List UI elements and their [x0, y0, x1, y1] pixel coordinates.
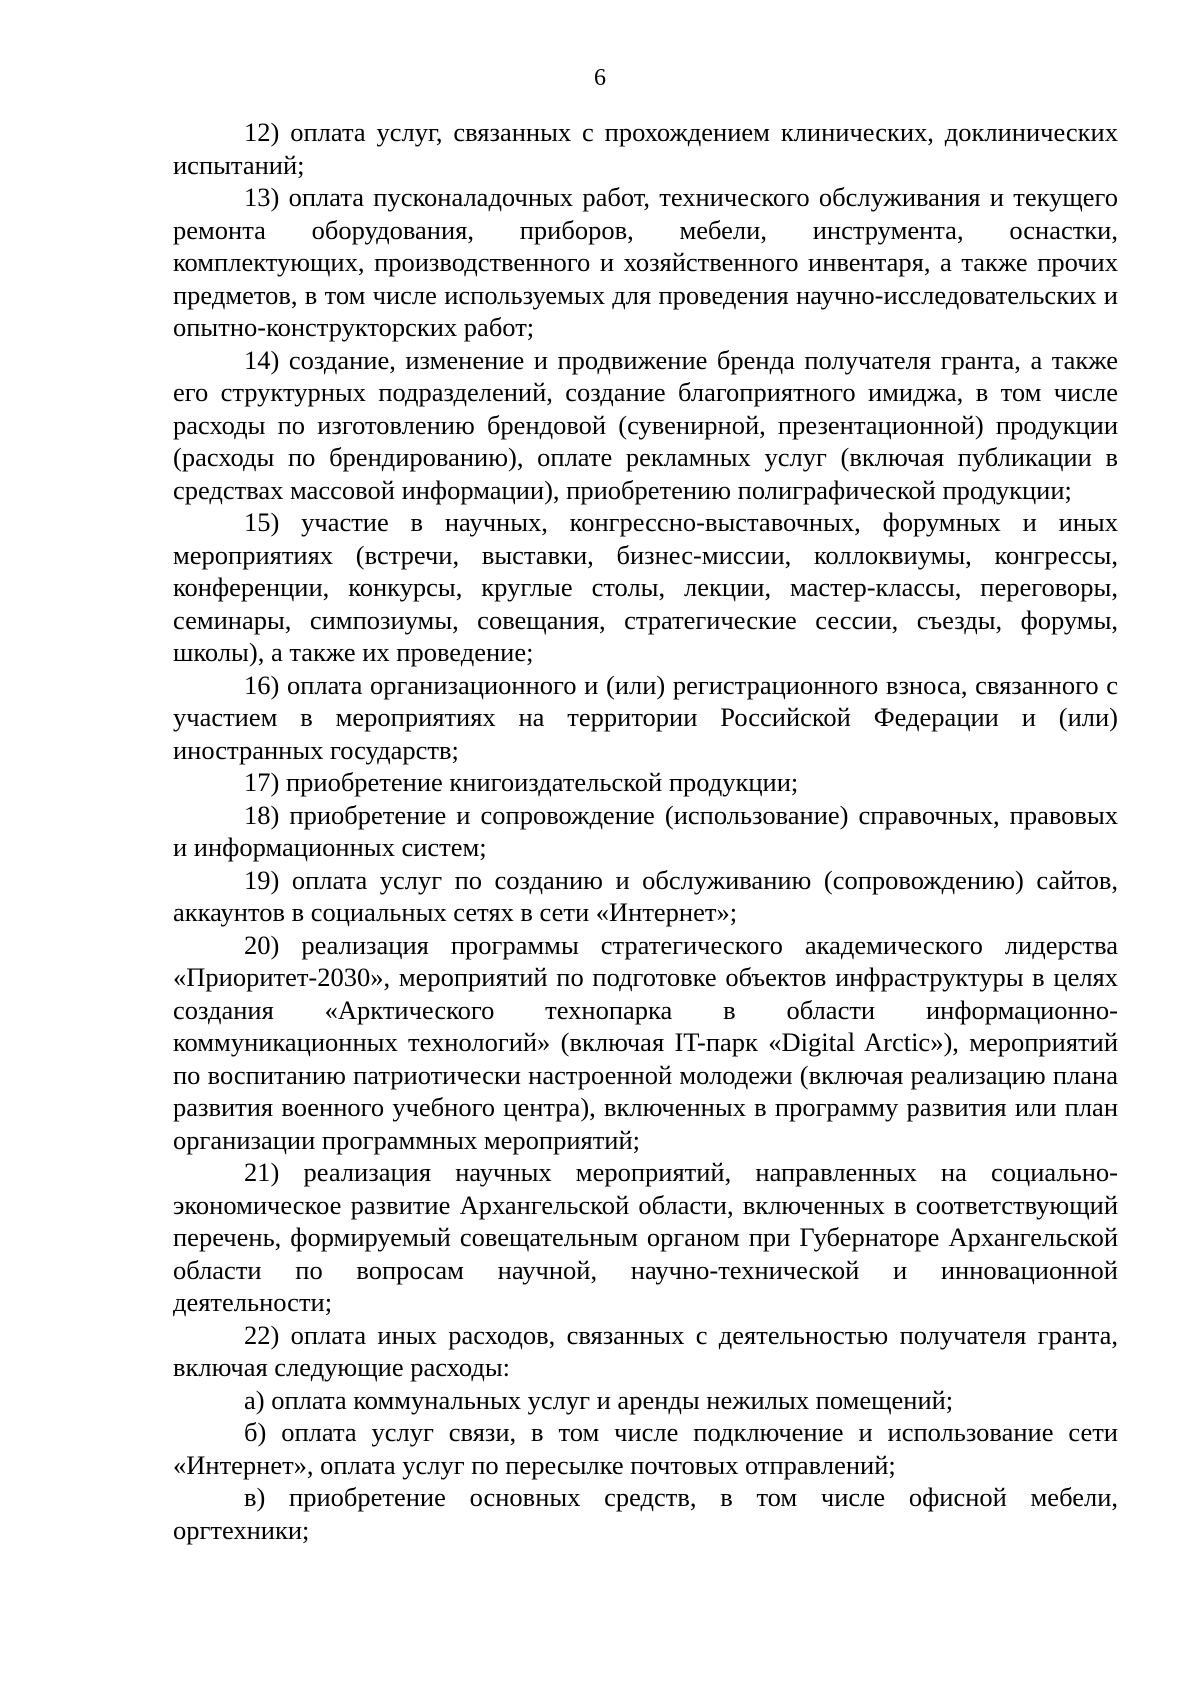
sub-item-v: в) приобретение основных средств, в том числе офисной мебели, оргтехники;	[173, 1482, 1118, 1545]
list-item-21: 21) реализация научных мероприятий, направленных на социально-экономическое развитие Архангельской области, включенных в соответствующий перечень, формируемый совещательным органом при Губернаторе Архангельской области по вопросам научной, научно-технической и инновационной деятельности;	[173, 1157, 1118, 1317]
sub-item-b: б) оплата услуг связи, в том числе подключение и использование сети «Интернет», оплата услуг по пересылке почтовых отправлений;	[173, 1417, 1118, 1480]
list-item-12: 12) оплата услуг, связанных с прохождением клинических, доклинических испытаний;	[173, 117, 1118, 180]
list-item-22: 22) оплата иных расходов, связанных с деятельностью получателя гранта, включая следующие расходы:	[173, 1319, 1118, 1382]
list-item-13: 13) оплата пусконаладочных работ, технического обслуживания и текущего ремонта оборудования, приборов, мебели, инструмента, оснастки, комплектующих, производственного и хозяйственного инвентаря, а также прочих предметов, в том числе используемых для проведения научно-исследовательских и опытно-конструкторских работ;	[173, 182, 1118, 342]
list-item-15: 15) участие в научных, конгрессно-выставочных, форумных и иных мероприятиях (встречи, выставки, бизнес-миссии, коллоквиумы, конгрессы, конференции, конкурсы, круглые столы, лекции, мастер-классы, переговоры, семинары, симпозиумы, совещания, стратегические сессии, съезды, форумы, школы), а также их проведение;	[173, 507, 1118, 667]
list-item-18: 18) приобретение и сопровождение (использование) справочных, правовых и информационных систем;	[173, 799, 1118, 862]
list-item-17: 17) приобретение книгоиздательской продукции;	[244, 767, 799, 797]
sub-item-a: а) оплата коммунальных услуг и аренды нежилых помещений;	[244, 1384, 954, 1415]
page-number: 6	[594, 65, 606, 91]
list-item-19: 19) оплата услуг по созданию и обслуживанию (сопровождению) сайтов, аккаунтов в социальных сетях в сети «Интернет»;	[173, 864, 1118, 927]
document-body	[173, 116, 1118, 1546]
list-item-20: 20) реализация программы стратегического академического лидерства «Приоритет-2030», мероприятий по подготовке объектов инфраструктуры в целях создания «Арктического технопарка в области информационно-коммуникационных технологий» (включая IT-парк «Digital Arctic»), мероприятий по воспитанию патриотически настроенной молодежи (включая реализацию плана развития военного учебного центра), включенных в программу развития или план организации программных мероприятий;	[173, 929, 1118, 1155]
list-item-14: 14) создание, изменение и продвижение бренда получателя гранта, а также его структурных подразделений, создание благоприятного имиджа, в том числе расходы по изготовлению брендовой (сувенирной, презентационной) продукции (расходы по брендированию), оплате рекламных услуг (включая публикации в средствах массовой информации), приобретению полиграфической продукции;	[173, 344, 1118, 505]
list-item-16: 16) оплата организационного и (или) регистрационного взноса, связанного с участием в мероприятиях на территории Российской Федерации и (или) иностранных государств;	[173, 669, 1118, 765]
